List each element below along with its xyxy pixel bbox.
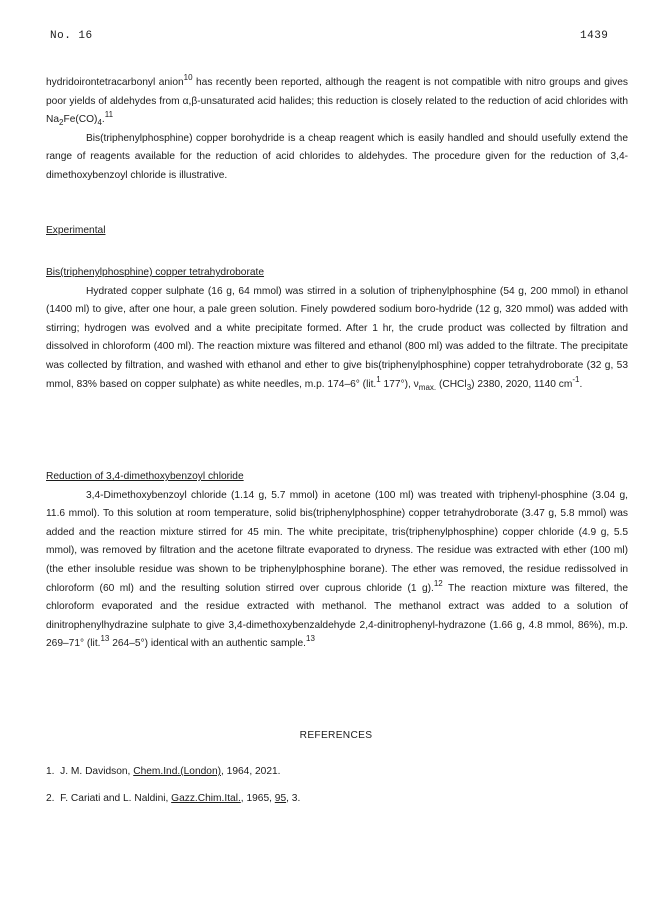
subscript: 2 xyxy=(59,118,64,128)
reference-marker: 10 xyxy=(183,73,193,82)
reference-journal: Gazz.Chim.Ital. xyxy=(171,793,241,804)
text-span: . xyxy=(579,378,583,390)
text-span: . xyxy=(101,114,105,126)
page-number: 1439 xyxy=(580,30,609,42)
intro-paragraph-2: Bis(triphenylphosphine) copper borohydride is a cheap reagent which is easily handled and should usefully extend the range of reagents available for the reduction of acid chlorides to aldehydes. The procedure given for the reduction of 3,4-dimethoxybenzoyl chloride is illustrative. xyxy=(46,132,628,181)
reference-journal: Chem.Ind.(London) xyxy=(133,766,221,777)
preparation-title: Bis(triphenylphosphine) copper tetrahydroborate xyxy=(46,267,265,278)
references-heading: REFERENCES xyxy=(299,730,373,741)
text-span: (CHCl xyxy=(436,378,467,390)
reference-item xyxy=(46,766,280,777)
issue-number: No. 16 xyxy=(50,30,93,42)
text-span: ) 2380, 2020, 1140 cm xyxy=(471,378,573,390)
reference-marker: 13 xyxy=(306,634,315,644)
reference-details: , 1964, 2021. xyxy=(221,766,281,777)
text-span: The reaction mixture was filtered, the chloroform evaporated and the residue extracted with methanol. The methanol extract was added to a solution of dinitrophenylhydrazine sulphate to give 3,4-dimethoxybenzaldehyde 2,4-dinitrophenyl-hydrazone (1.66 g, 4.8 mmol, 86%), m.p. 269–71° (lit. xyxy=(46,582,628,650)
text-span: 177°), ν xyxy=(380,378,419,390)
reference-details: , 1965, xyxy=(240,793,275,804)
reference-volume: 95 xyxy=(274,793,287,804)
intro-section xyxy=(46,74,628,186)
reference-item xyxy=(46,793,300,804)
preparation-section xyxy=(46,264,628,394)
subscript: max. xyxy=(418,382,437,392)
superscript: -1 xyxy=(572,374,580,384)
intro-paragraph-1 xyxy=(46,74,628,130)
reference-marker: 13 xyxy=(100,634,110,644)
text-span: Fe(CO) xyxy=(63,114,98,126)
preparation-paragraph xyxy=(46,283,628,395)
reduction-title: Reduction of 3,4-dimethoxybenzoyl chloride xyxy=(46,471,244,482)
reference-authors: F. Cariati and L. Naldini, xyxy=(60,793,172,804)
text-span: 3,4-Dimethoxybenzoyl chloride (1.14 g, 5.7 mmol) in acetone (100 ml) was treated with triphenyl-phosphine (3.04 g, 11.6 mmol). To this solution at room temperature, solid bis(triphenylphosphine) copper tetrahydroborate (3.47 g, 5.8 mmol) was added and the reaction mixture stirred for 45 min. The white precipitate, tris(triphenylphosphine) copper chloride (4.9 g, 5.5 mmol), was removed by filtration and the acetone filtrate evaporated to dryness. The residue was extracted with ether (100 ml) (the ether insoluble residue was shown to be triphenylphosphine borane). The ether was removed, the residue redissolved in chloroform (60 ml) and the resulting solution stirred over cuprous chloride (1 g). xyxy=(46,489,628,594)
reference-marker: 12 xyxy=(433,578,443,588)
reference-details: , 3. xyxy=(286,793,301,804)
experimental-heading: Experimental xyxy=(46,225,106,236)
reference-marker: 1 xyxy=(376,374,381,384)
text-span: has recently been reported, although the reagent is not compatible with nitro groups and gives poor yields of aldehydes from α,β-unsaturated acid halides; this reduction is closely related to the reduction of acid chlorides with Na xyxy=(46,77,628,126)
reference-number: 1. xyxy=(46,766,55,777)
text-span: 264–5°) identical with an authentic sample. xyxy=(109,638,307,650)
subscript: 3 xyxy=(466,382,472,392)
reduction-paragraph xyxy=(46,487,628,654)
reference-number: 2. xyxy=(46,793,55,804)
text-span: hydridoirontetracarbonyl anion xyxy=(46,77,184,88)
reduction-section xyxy=(46,468,628,654)
text-span: Hydrated copper sulphate (16 g, 64 mmol) was stirred in a solution of triphenylphosphine (54 g, 200 mmol) in ethanol (1400 ml) to give, after one hour, a pale green solution. Finely powdered sodium boro-hydride (12 g, 320 mmol) was added with stirring; hydrogen was evolved and a white precipitate formed. After 1 hr, the crude product was collected by filtration and dissolved in chloroform (400 ml). The reaction mixture was filtered and ethanol (800 ml) was added to the filtrate. The precipitate was collected by filtration, and washed with ethanol and ether to give bis(triphenylphosphine) copper tetrahydroborate (32 g, 53 mmol, 83% based on copper sulphate) as white needles, m.p. 174–6° (lit. xyxy=(46,285,628,390)
reference-authors: J. M. Davidson, xyxy=(60,766,134,777)
subscript: 4 xyxy=(97,118,102,128)
reference-marker: 11 xyxy=(104,110,114,120)
